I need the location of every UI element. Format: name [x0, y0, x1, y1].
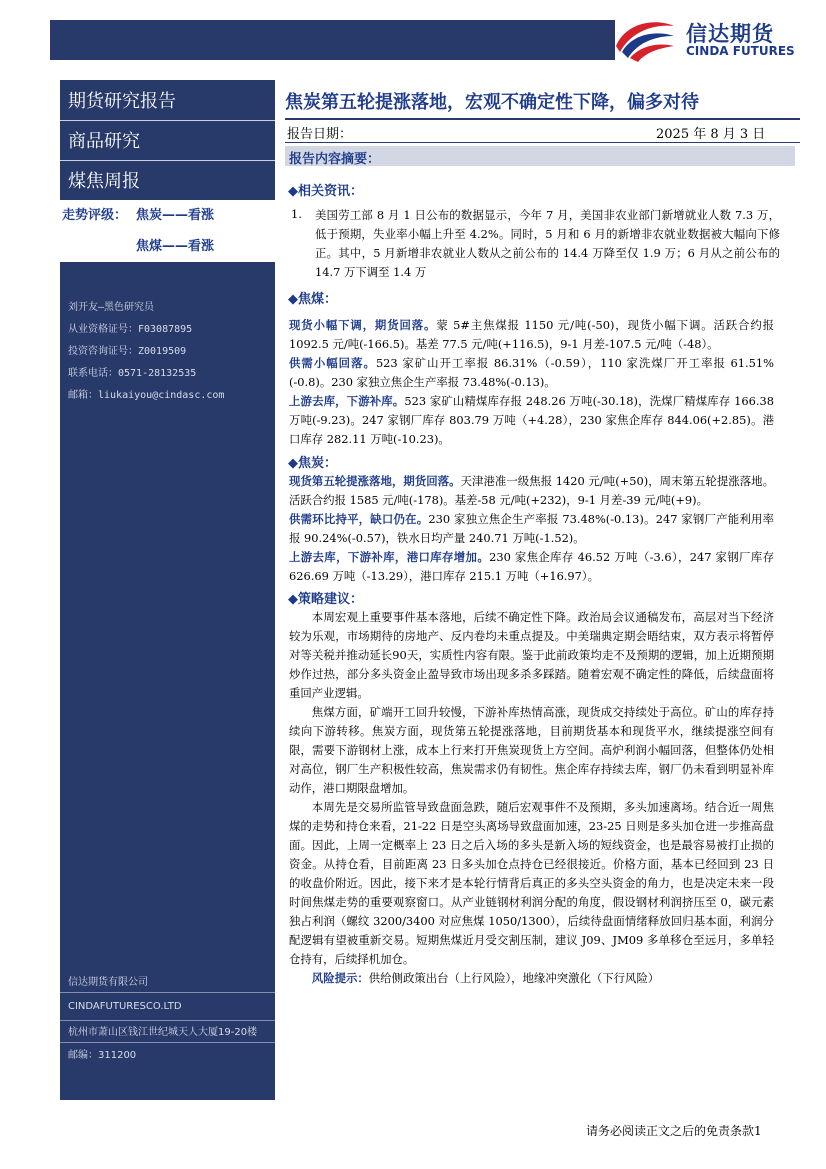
- analyst-name: 刘开友—黑色研究员: [68, 302, 155, 313]
- company-name: 信达期货有限公司: [68, 977, 148, 988]
- sidebar-heading-category: 商品研究: [68, 131, 140, 152]
- coke-inventory-heading: 上游去库，下游补库，港口库存增加。: [289, 550, 490, 564]
- report-date-label: 报告日期：: [287, 127, 353, 142]
- sidebar: [60, 80, 275, 1100]
- logo-swoosh-icon: [612, 16, 678, 62]
- summary-label: 报告内容摘要：: [289, 152, 381, 167]
- rating-label: 走势评级：: [62, 208, 128, 223]
- rating-box: [60, 200, 275, 262]
- section-heading-news: ◆相关资讯：: [288, 184, 363, 199]
- coke-inventory-text: 230 家焦企库存 46.52 万吨（-3.6），247 家钢厂库存 626.69 万吨（-13.29），港口库存 215.1 万吨（+16.97）。: [289, 550, 774, 583]
- coke-spot-heading: 现货第五轮提涨落地，期货回落。: [289, 474, 461, 488]
- news-item-number: 1.: [291, 207, 302, 221]
- section-heading-coking-coal: ◆焦煤：: [288, 292, 337, 307]
- coke-supply-heading: 供需环比持平，缺口仍在。: [289, 512, 429, 526]
- coking-coal-spot-heading: 现货小幅下调，期货回落。: [289, 318, 437, 332]
- coking-coal-supply-heading: 供需小幅回落。: [289, 356, 376, 370]
- sidebar-heading-report-type: 期货研究报告: [68, 91, 176, 112]
- company-address: 杭州市萧山区钱江世纪城天人大厦19-20楼: [68, 1027, 258, 1038]
- strategy-paragraph-positions: 本周先是交易所监管导致盘面急跌，随后宏观事件不及预期，多头加速离场。结合近一周焦煤的走势和持仓来看，21-22 日是空头离场导致盘面加速，23-25 日则是多头加仓进一步推高盘面。因此，上周一定概率上 23 日之后入场的多头是新入场的短线资金，也是最容易被打止损的资金。从持仓看，目前距离 23 日多头加仓点持仓已经很接近。价格方面，基本已经回到 23 日的收盘价附近。因此，接下来才是本轮行情背后真正的多头空头资金的角力，也是决定未来一段时间焦煤走势的重要观察窗口。从产业链钢材利润分配的角度，假设钢材利润挤压至 0，碳元素独占利润（螺纹 3200/3400 对应焦煤 1050/1300），后续待盘面情绪释放回归基本面，利润分配逻辑有望被重新交易。短期焦煤近月受交割压制，建议 J09、JM09 多单移仓至远月，多单轻仓持有，后续择机加仓。: [289, 800, 774, 966]
- title-rule: [285, 118, 800, 120]
- analyst-qualification: 从业资格证号：F03087895: [68, 324, 193, 335]
- company-postcode: 邮编：311200: [68, 1050, 137, 1061]
- rating-coking-coal: 焦煤——看涨: [136, 239, 215, 254]
- sidebar-heading-report-name: 煤焦周报: [68, 171, 140, 192]
- section-heading-strategy: ◆策略建议：: [288, 592, 363, 607]
- coking-coal-spot-text: 蒙 5#主焦煤报 1150 元/吨(-50)，现货小幅下调。活跃合约报 1092.5 元/吨(-166.5)。基差 77.5 元/吨(+116.5)，9-1 月差-107.5 元/吨（-48）。: [289, 318, 774, 351]
- coking-coal-paragraph: [289, 316, 774, 449]
- strategy-body: [289, 608, 774, 988]
- report-date-value: 2025 年 8 月 3 日: [656, 127, 766, 142]
- sidebar-divider: [60, 1042, 275, 1043]
- header-band: [50, 20, 615, 60]
- coking-coal-inventory-text: 523 家矿山精煤库存报 248.26 万吨(-30.18)，洗煤厂精煤库存 166.38 万吨(-9.23)。247 家钢厂库存 803.79 万吨（+4.28），230 家焦企库存 844.06(+2.85)。港口库存 282.11 万吨(-10.23)。: [289, 394, 774, 446]
- date-rule: [285, 142, 800, 143]
- strategy-paragraph-fundamentals: 焦煤方面，矿端开工回升较慢，下游补库热情高涨，现货成交持续处于高位。矿山的库存持续向下游转移。焦炭方面，现货第五轮提涨落地，目前期货基本和现货平水，继续提涨空间有限，需要下游钢材上涨，成本上行来打开焦炭现货上方空间。高炉利润小幅回落，但整体仍处相对高位，钢厂生产积极性较高，焦炭需求仍有韧性。焦企库存持续去库，钢厂仍未看到明显补库动作，港口期限盘增加。: [289, 705, 774, 795]
- company-logo: [612, 14, 812, 64]
- company-site: CINDAFUTURESCO.LTD: [68, 1001, 182, 1012]
- risk-warning: [289, 969, 774, 988]
- strategy-paragraph-macro: 本周宏观上重要事件基本落地，后续不确定性下降。政治局会议通稿发布，高层对当下经济较为乐观，市场期待的房地产、反内卷均未重点提及。中美瑞典定期会晤结束，双方表示将暂停对等关税并推动延长90天，实质性内容有限。鉴于此前政策均走不及预期的逻辑，加上近期预期炒作过热，部分多头资金止盈导致市场出现多杀多踩踏。随着宏观不确定性的降低，后续盘面将重回产业逻辑。: [289, 610, 774, 700]
- summary-bar: [285, 146, 795, 166]
- report-title: 焦炭第五轮提涨落地，宏观不确定性下降，偏多对待: [285, 92, 699, 113]
- risk-warning-label: 风险提示：: [311, 971, 369, 985]
- analyst-consult-id: 投资咨询证号：Z0019509: [68, 346, 187, 357]
- coke-paragraph: [289, 472, 774, 586]
- risk-warning-text: 供给侧政策出台（上行风险），地缘冲突激化（下行风险）: [368, 971, 660, 985]
- logo-text-cn: 信达期货: [686, 22, 774, 46]
- disclaimer-footer: 请务必阅读正文之后的免责条款1: [586, 1124, 762, 1138]
- rating-coke: 焦炭——看涨: [136, 208, 215, 223]
- sidebar-divider: [60, 992, 275, 993]
- analyst-phone: 联系电话：0571-28132535: [68, 368, 197, 379]
- news-item-text: 美国劳工部 8 月 1 日公布的数据显示，今年 7 月，美国非农业部门新增就业人数 7.3 万，低于预期，失业率小幅上升至 4.2%。同时，5 月和 6 月的新增非农就业数据被大幅向下修正。其中，5 月新增非农就业人数从之前公布的 14.4 万降至仅 1.9 万；6 月从之前公布的 14.7 万下调至 1.4 万: [315, 208, 780, 279]
- coking-coal-supply-text: 523 家矿山开工率报 86.31%（-0.59），110 家洗煤厂开工率报 61.51%(-0.8)。230 家独立焦企生产率报 73.48%(-0.13)。: [289, 356, 774, 389]
- coke-spot-text: 天津港准一级焦报 1420 元/吨(+50)，周末第五轮提涨落地。活跃合约报 1585 元/吨(-178)。基差-58 元/吨(+232)，9-1 月差-39 元/吨(+9)。: [289, 474, 774, 507]
- section-heading-coke: ◆焦炭：: [288, 456, 337, 471]
- coking-coal-inventory-heading: 上游去库，下游补库。: [289, 394, 405, 408]
- coke-supply-text: 230 家独立焦企生产率报 73.48%(-0.13)。247 家钢厂产能利用率报 90.24%(-0.57)，铁水日均产量 240.71 万吨(-1.52)。: [289, 512, 774, 545]
- analyst-email: 邮箱：liukaiyou@cindasc.com: [68, 390, 225, 401]
- logo-text-en: CINDA FUTURES: [686, 44, 795, 58]
- sidebar-divider: [60, 1020, 275, 1021]
